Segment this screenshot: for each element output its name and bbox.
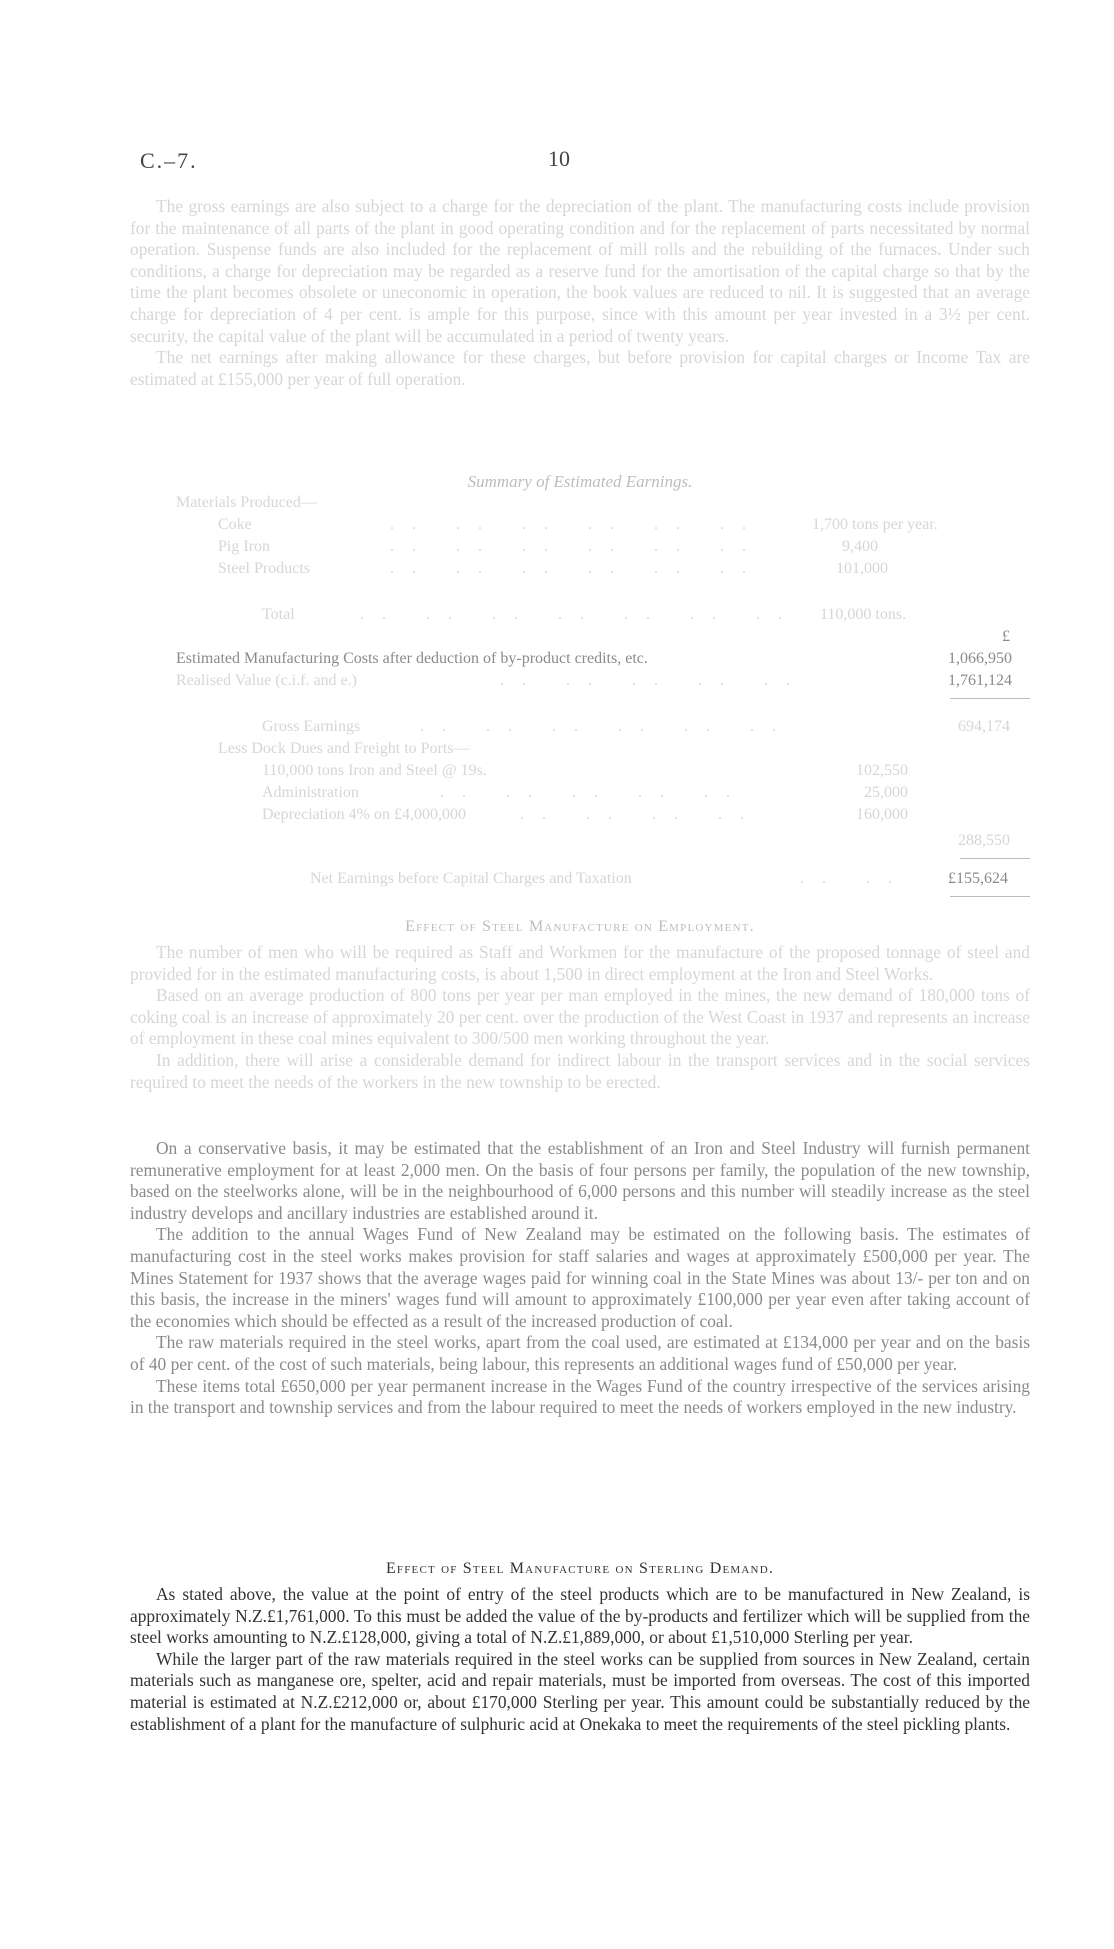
item-value: 9,400 bbox=[842, 538, 878, 555]
deduction-value: 102,550 bbox=[856, 762, 908, 779]
item-name: Coke bbox=[218, 516, 252, 533]
currency-symbol: £ bbox=[1002, 628, 1010, 645]
cost-value: 1,066,950 bbox=[948, 650, 1012, 667]
leader-dots: .. .. .. .. bbox=[520, 806, 762, 823]
leader-dots: .. .. .. .. .. bbox=[440, 784, 748, 801]
total-value: 110,000 tons. bbox=[820, 606, 907, 623]
item-name: Pig Iron bbox=[218, 538, 270, 555]
leader-dots: .. .. bbox=[800, 870, 910, 887]
deduction-name: Depreciation 4% on £4,000,000 bbox=[262, 806, 466, 823]
deduction-value: 25,000 bbox=[864, 784, 908, 801]
gross-value: 694,174 bbox=[958, 718, 1010, 735]
leader-dots: .. .. .. .. .. .. bbox=[420, 718, 794, 735]
gross-label: Gross Earnings bbox=[262, 718, 361, 735]
net-value: £155,624 bbox=[948, 870, 1008, 887]
employment-paragraph: Based on an average production of 800 tons per year per man employed in the mines, the new demand of 180,000 tons of coking coal is an increase of approximately 20 per cent. over the production of the West Coast in 1937 and represents an increase of employment in these coal mines equivalent to 300/500 men working throughout the year. bbox=[130, 985, 1030, 1049]
sterling-title: Effect of Steel Manufacture on Sterling Demand. bbox=[385, 1560, 775, 1577]
employment-title: Effect of Steel Manufacture on Employment. bbox=[405, 918, 755, 935]
sterling-paragraph: As stated above, the value at the point of entry of the steel products which are to be manufactured in New Zealand, is approximately N.Z.£1,761,000. To this must be added the value of the by-products and fertilizer which will be supplied from the steel works amounting to N.Z.£128,000, giving a total of N.Z.£1,889,000, or about £1,510,000 Sterling per year. bbox=[130, 1584, 1030, 1648]
deductions-total: 288,550 bbox=[958, 832, 1010, 849]
net-label: Net Earnings before Capital Charges and Taxation bbox=[310, 870, 632, 887]
rule-line bbox=[960, 858, 1030, 859]
rule-line bbox=[950, 896, 1030, 897]
item-value: 1,700 tons per year. bbox=[812, 516, 938, 533]
report-code: C.–7. bbox=[140, 148, 198, 173]
employment-paragraph: The addition to the annual Wages Fund of New Zealand may be estimated on the following basis. The estimates of manufacturing cost in the steel works makes provision for staff salaries and wages at approximately £500,000 per year. The Mines Statement for 1937 shows that the average wages paid for winning coal in the State Mines was about 13/- per ton and on this basis, the increase in the miners' wages fund will amount to approximately £100,000 per year even after taking account of the economies which should be effected as a result of the increased production of coal. bbox=[130, 1224, 1030, 1331]
employment-paragraph: In addition, there will arise a considerable demand for indirect labour in the transport services and in the social services required to meet the needs of the workers in the new township to be erected. bbox=[130, 1049, 1030, 1092]
realised-label: Realised Value (c.i.f. and e.) bbox=[176, 672, 357, 689]
sterling-paragraph: While the larger part of the raw materials required in the steel works can be supplied from sources in New Zealand, certain materials such as manganese ore, spelter, acid and repair materials, must be imported from overseas. The cost of this imported material is estimated at N.Z.£212,000 or, about £170,000 Sterling per year. This amount could be substantially reduced by the establishment of a plant for the manufacture of sulphuric acid at Onekaka to meet the requirements of the steel pickling plants. bbox=[130, 1648, 1030, 1734]
employment-faint-paragraphs bbox=[130, 942, 1030, 1093]
employment-paragraph: On a conservative basis, it may be estimated that the establishment of an Iron and Steel Industry will furnish permanent remunerative employment for at least 2,000 men. On the basis of four persons per family, the population of the new township, based on the steelworks alone, will be in the neighbourhood of 6,000 persons and this number will steadily increase as the steel industry develops and ancillary industries are established around it. bbox=[130, 1138, 1030, 1223]
intro-section bbox=[130, 196, 1030, 390]
intro-paragraph: The gross earnings are also subject to a charge for the depreciation of the plant. The manufacturing costs include provision for the maintenance of all parts of the plant in good operating condition and for the replacement of parts necessitated by normal operation. Suspense funds are also included for the replacement of mill rolls and the rebuilding of the furnaces. Under such conditions, a charge for depreciation may be regarded as a reserve fund for the amortisation of the capital charge so that by the time the plant becomes obsolete or uneconomic in operation, the book values are reduced to nil. It is suggested that an average charge for depreciation of 4 per cent. is ample for this purpose, since with this amount per year invested in a 3½ per cent. security, the capital value of the plant will be accumulated in a period of twenty years. bbox=[130, 196, 1030, 346]
employment-paragraph: The number of men who will be required as Staff and Workmen for the manufacture of the proposed tonnage of steel and provided for in the estimated manufacturing costs, is about 1,500 in direct employment at the Iron and Steel Works. bbox=[130, 942, 1030, 984]
sterling-paragraphs bbox=[130, 1584, 1030, 1735]
rule-line bbox=[950, 698, 1030, 699]
employment-paragraph: The raw materials required in the steel works, apart from the coal used, are estimated at £134,000 per year and on the basis of 40 per cent. of the cost of such materials, being labour, this represents an additional wages fund of £50,000 per year. bbox=[130, 1332, 1030, 1374]
leader-dots: .. .. .. .. .. .. .. bbox=[360, 606, 800, 623]
item-value: 101,000 bbox=[836, 560, 888, 577]
intro-paragraph: The net earnings after making allowance for these charges, but before provision for capital charges or Income Tax are estimated at £155,000 per year of full operation. bbox=[130, 347, 1030, 389]
leader-dots: .. .. .. .. .. .. bbox=[390, 516, 764, 533]
cost-label: Estimated Manufacturing Costs after deduction of by-product credits, etc. bbox=[176, 650, 648, 667]
leader-dots: .. .. .. .. .. bbox=[500, 672, 808, 689]
deduction-value: 160,000 bbox=[856, 806, 908, 823]
employment-paragraph: These items total £650,000 per year permanent increase in the Wages Fund of the country irrespective of the services arising in the transport and township services and from the labour required to meet the needs of workers employed in the new industry. bbox=[130, 1375, 1030, 1418]
leader-dots: .. .. .. .. .. .. bbox=[390, 538, 764, 555]
item-name: Steel Products bbox=[218, 560, 310, 577]
realised-value: 1,761,124 bbox=[948, 672, 1012, 689]
total-label: Total bbox=[262, 606, 295, 623]
leader-dots: .. .. .. .. .. .. bbox=[390, 560, 764, 577]
deduction-name: 110,000 tons Iron and Steel @ 19s. bbox=[262, 762, 487, 779]
less-label: Less Dock Dues and Freight to Ports— bbox=[218, 740, 470, 757]
deduction-name: Administration bbox=[262, 784, 359, 801]
materials-label: Materials Produced— bbox=[176, 494, 317, 511]
page-number: 10 bbox=[548, 146, 570, 171]
employment-paragraphs bbox=[130, 1138, 1030, 1419]
summary-title: Summary of Estimated Earnings. bbox=[467, 472, 693, 491]
